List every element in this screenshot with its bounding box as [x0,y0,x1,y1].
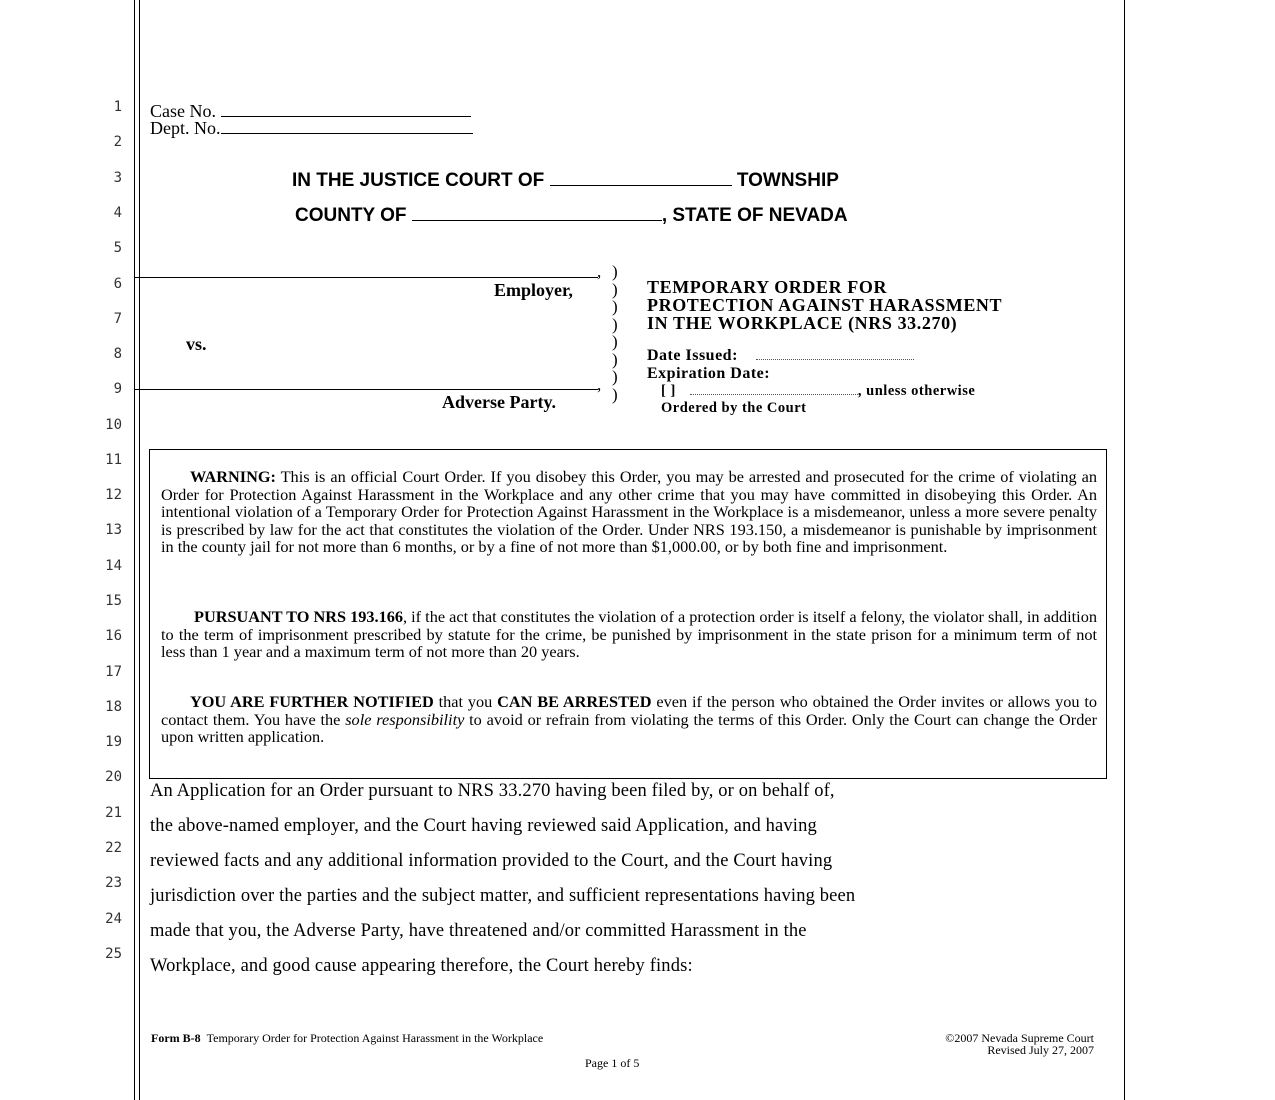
warning-paragraph [161,468,1097,556]
state-label: , STATE OF NEVADA [661,205,848,226]
versus-label: vs. [186,334,207,354]
caption-paren: ) [612,350,618,369]
line-number: 22 [105,840,122,856]
court-heading-line2 [295,205,848,227]
line-number: 5 [113,240,122,256]
expiration-date-field[interactable] [690,393,858,395]
notified-text: to avoid or refrain from violating the terms of this Order. Only the Court can change the Order upon written application. [161,709,1097,747]
line-number: 13 [105,522,122,538]
line-number: 19 [105,734,122,750]
body-line: Workplace, and good cause appearing therefore, the Court hereby finds: [150,956,693,976]
case-number-field[interactable] [221,115,471,117]
order-title-line2: PROTECTION AGAINST HARASSMENT [647,295,1003,315]
court-heading-line1 [292,170,839,192]
line-number: 12 [105,487,122,503]
dept-number-line [150,118,473,139]
body-line: reviewed facts and any additional information provided to the Court, and the Court having [150,851,833,871]
order-title-line1: TEMPORARY ORDER FOR [647,277,888,297]
notified-text: even if the person who obtained the Order invites or allows you to contact them. You have the [161,692,1098,729]
caption-paren: ) [612,367,618,386]
line-number: 15 [105,593,122,609]
caption-paren: ) [612,315,618,334]
notified-paragraph [161,693,1097,746]
line-number: 1 [113,99,122,115]
footer-copyright: ©2007 Nevada Supreme Court [945,1031,1094,1045]
dept-number-field[interactable] [221,132,473,134]
form-title: Temporary Order for Protection Against Harassment in the Workplace [206,1031,544,1045]
dept-number-label: Dept. No. [150,118,221,138]
footer-form-title [151,1031,543,1046]
page-number: Page 1 of 5 [585,1056,640,1070]
line-number: 16 [105,628,122,644]
line-number: 9 [113,381,122,397]
caption-paren: ) [612,297,618,316]
date-issued-field[interactable] [756,358,914,360]
county-label: COUNTY OF [295,205,407,226]
right-margin-rule [1124,0,1125,1100]
adverse-party-name-field[interactable] [134,389,598,390]
date-issued-label: Date Issued: [647,347,738,364]
court-heading-prefix: IN THE JUSTICE COURT OF [292,170,545,191]
unless-otherwise-text: , unless otherwise [857,383,976,399]
notified-text: that you [433,692,498,711]
line-number: 10 [105,417,122,433]
caption-paren: ) [612,262,618,281]
ordered-by-court-text: Ordered by the Court [661,400,807,416]
pursuant-lead: PURSUANT TO NRS 193.166 [194,607,403,626]
line-number: 18 [105,699,122,715]
caption-paren: ) [612,385,618,404]
county-field[interactable] [412,219,662,221]
employer-label: Employer, [494,280,573,300]
sole-responsibility-text: sole responsibility [345,709,465,729]
notified-lead: YOU ARE FURTHER NOTIFIED [190,692,434,711]
body-line: An Application for an Order pursuant to NRS 33.270 having been filed by, or on behalf of, [150,781,835,801]
line-number: 14 [105,558,122,574]
expiration-date-label: Expiration Date: [647,365,771,382]
caption-paren: ) [612,280,618,299]
township-field[interactable] [550,184,732,186]
expiration-date-line [661,383,975,400]
line-number: 20 [105,769,122,785]
caption-comma: , [597,262,602,281]
form-id: Form B-8 [151,1031,201,1045]
employer-name-field[interactable] [134,277,598,278]
body-line: made that you, the Adverse Party, have threatened and/or committed Harassment in the [150,921,807,941]
line-number: 11 [105,452,122,468]
line-number: 2 [113,134,122,150]
expiration-checkbox[interactable]: [ ] [661,383,676,399]
line-number: 21 [105,805,122,821]
adverse-party-label: Adverse Party. [442,392,556,412]
court-heading-suffix: TOWNSHIP [736,170,839,191]
warning-text: This is an official Court Order. If you disobey this Order, you may be arrested and prosecuted for the crime of violating an Order for Protection Against Harassment in the Workplace and any other crime that you may have committed in disobeying this Order. An intentional violation of a Temporary Order for Protection Against Harassment in the Workplace is a misdemeanor, unless a more severe penalty is prescribed by law for the act that constitutes the violation of the Order. Under NRS 193.150, a misdemeanor is punishable by imprisonment in the county jail for not more than 6 months, or by a fine of not more than $1,000.00, or by both fine and imprisonment. [161,467,1097,557]
pursuant-paragraph [161,608,1097,661]
can-be-arrested-text: CAN BE ARRESTED [497,692,652,711]
pursuant-text: , if the act that constitutes the violation of a protection order is itself a felony, the violator shall, in addition to the term of imprisonment prescribed by statute for the crime, be punished by imprisonment in the state prison for a minimum term of not less than 1 year and a maximum term of not more than 20 years. [161,607,1097,662]
line-number: 6 [113,276,122,292]
body-line: the above-named employer, and the Court having reviewed said Application, and having [150,816,817,836]
caption-paren: ) [612,332,618,351]
date-issued-line [647,347,914,365]
line-number: 8 [113,346,122,362]
line-number: 7 [113,311,122,327]
order-title-line3: IN THE WORKPLACE (NRS 33.270) [647,313,958,333]
left-margin-rule-outer [134,0,135,1100]
line-number: 3 [113,170,122,186]
warning-lead: WARNING: [190,467,276,486]
line-number: 17 [105,664,122,680]
case-number-label: Case No. [150,101,216,121]
left-margin-rule-inner [139,0,140,1100]
line-number: 23 [105,875,122,891]
line-number: 24 [105,911,122,927]
line-number: 4 [113,205,122,221]
line-number: 25 [105,946,122,962]
footer-revised: Revised July 27, 2007 [987,1043,1094,1057]
body-line: jurisdiction over the parties and the subject matter, and sufficient representations having been [150,886,856,906]
caption-comma: , [597,375,602,394]
